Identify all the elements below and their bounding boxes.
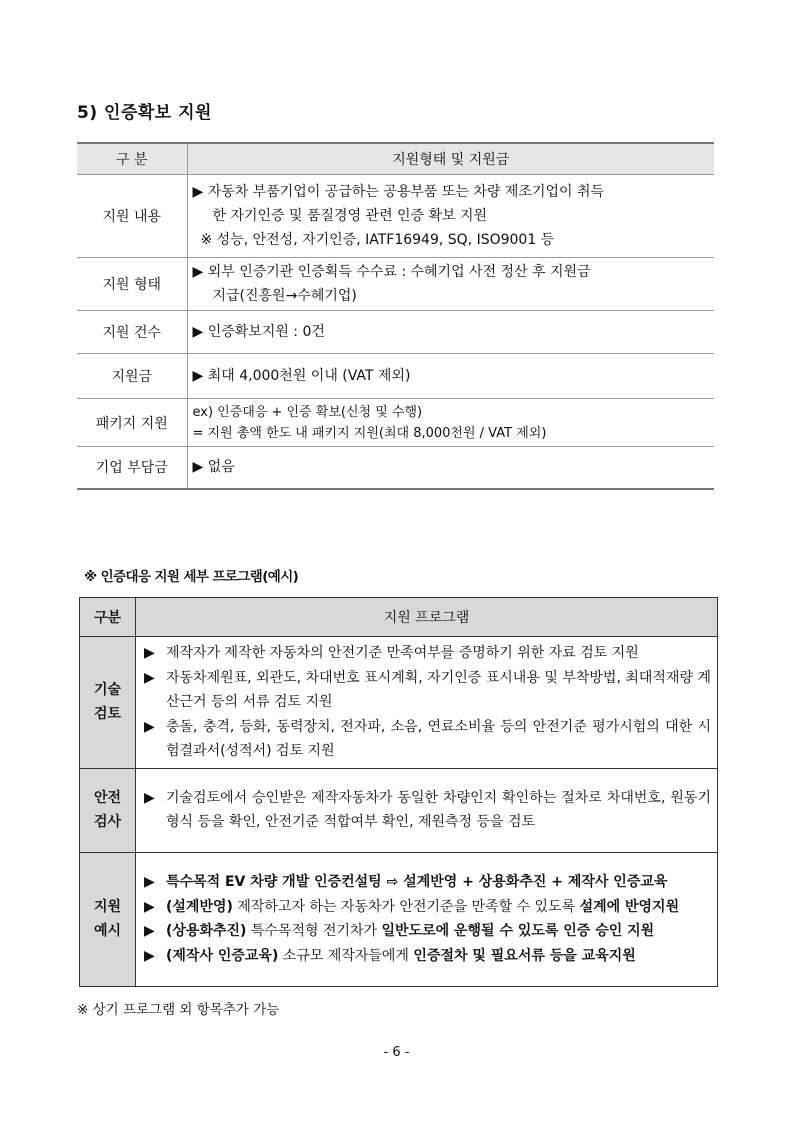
label-line: 예시: [93, 923, 122, 939]
item-emphasis: 일반도로에 운행될 수 있도록 인증 승인 지원: [381, 923, 655, 939]
list-item: [144, 919, 711, 944]
item-emphasis: 설계에 반영지원: [579, 898, 680, 915]
bullet-icon: ▶: [144, 718, 155, 735]
content-line: ex) 인증대응 + 인증 확보(신청 및 수행): [192, 404, 423, 420]
list-item-text: 기술검토에서 승인받은 제작자동차가 동일한 차량인지 확인하는 절차로 차대번호, 원동기형식 등을 확인, 안전기준 적합여부 확인, 제원측정 등을 검토: [166, 789, 711, 830]
row-label-safety-inspection: [80, 768, 136, 852]
bullet-icon: ▶: [144, 947, 155, 964]
item-emphasis: 인증절차 및 필요서류 등을 교육지원: [413, 947, 636, 964]
bullet-icon: ▶: [144, 874, 155, 890]
content-line: = 지원 총액 한도 내 패키지 지원(최대 8,000천원 / VAT 제외): [192, 425, 547, 441]
table-row: [80, 852, 718, 986]
item-heading: (상용화추진): [166, 923, 247, 939]
row-label-burden: 기업 부담금: [77, 447, 187, 489]
content-line: 지급(진흥원→수혜기업): [212, 288, 357, 304]
content-note: ※ 성능, 안전성, 자기인증, IATF16949, SQ, ISO9001 등: [200, 232, 555, 248]
label-line: 검사: [93, 814, 122, 830]
row-content-tech-review: [136, 637, 718, 769]
list-item: [144, 944, 711, 969]
bullet-icon: ▶: [144, 789, 155, 806]
row-content-burden: ▶ 없음: [187, 447, 714, 489]
row-content-safety-inspection: [136, 768, 718, 852]
table-row: [77, 311, 714, 354]
list-item-text: 자동차제원표, 외관도, 차대번호 표시계획, 자기인증 표시내용 및 부착방법, 최대적재량 계산근거 등의 서류 검토 지원: [166, 669, 711, 710]
row-content-content: [187, 175, 714, 258]
row-label-count: 지원 건수: [77, 311, 187, 354]
row-label-content: 지원 내용: [77, 175, 187, 258]
list-item-text: 특수목적 EV 차량 개발 인증컨설팅 ⇨ 설계반영 + 상용화추진 + 제작사 인증교육: [166, 874, 668, 890]
bullet-icon: ▶: [144, 898, 155, 915]
section-title: 5) 인증확보 지원: [77, 103, 212, 123]
row-content-package: [187, 399, 714, 447]
list-item: [144, 895, 711, 920]
header-program: 지원 프로그램: [136, 598, 718, 637]
label-line: 검토: [93, 706, 122, 723]
content-line: ▶ 외부 인증기관 인증획득 수수료 : 수혜기업 사전 정산 후 지원금: [192, 264, 591, 280]
item-body: 제작하고자 하는 자동차가 안전기준을 만족할 수 있도록: [232, 898, 580, 915]
list-item: [144, 641, 711, 666]
row-label-amount: 지원금: [77, 354, 187, 399]
list-item-text: 제작자가 제작한 자동차의 안전기준 만족여부를 증명하기 위한 자료 검토 지원: [166, 645, 639, 661]
list-item-text: [166, 895, 711, 920]
header-category: 구 분: [77, 143, 187, 175]
content-line: 한 자기인증 및 품질경영 관련 인증 확보 지원: [212, 208, 488, 224]
list-item: [144, 715, 711, 764]
table-row: [77, 399, 714, 447]
list-item: [144, 666, 711, 715]
footnote: ※ 상기 프로그램 외 항목추가 가능: [77, 1002, 280, 1018]
list-item-text: [166, 944, 711, 969]
table-row: [77, 258, 714, 311]
table-row: [77, 447, 714, 489]
sub-title: ※ 인증대응 지원 세부 프로그램(예시): [84, 569, 299, 585]
row-label-tech-review: [80, 637, 136, 769]
table-header-row: [77, 143, 714, 175]
table-row: [80, 768, 718, 852]
item-heading: (제작사 인증교육): [166, 947, 279, 964]
row-content-form: [187, 258, 714, 311]
row-content-amount: ▶ 최대 4,000천원 이내 (VAT 제외): [187, 354, 714, 399]
label-line: 기술: [93, 682, 122, 699]
bullet-icon: ▶: [144, 645, 155, 661]
item-body: 특수목적형 전기차가: [246, 923, 382, 939]
table-row: [77, 354, 714, 399]
row-label-package: 패키지 지원: [77, 399, 187, 447]
bullet-icon: ▶: [144, 923, 155, 939]
item-body: 소규모 제작자들에게: [278, 947, 414, 964]
header-category: 구분: [80, 598, 136, 637]
list-item: [144, 870, 711, 895]
list-item-text: 충돌, 충격, 등화, 동력장치, 전자파, 소음, 연료소비율 등의 안전기준 평가시험의 대한 시험결과서(성적서) 검토 지원: [166, 718, 711, 759]
row-content-count: ▶ 인증확보지원 : 0건: [187, 311, 714, 354]
row-content-support-example: [136, 852, 718, 986]
row-label-form: 지원 형태: [77, 258, 187, 311]
table-header-row: [80, 598, 718, 637]
header-support-form: 지원형태 및 지원금: [187, 143, 714, 175]
row-label-support-example: [80, 852, 136, 986]
support-form-table: [77, 142, 714, 490]
content-line: ▶ 자동차 부품기업이 공급하는 공용부품 또는 차량 제조기업이 취득: [192, 184, 605, 200]
item-heading: (설계반영): [166, 898, 233, 915]
table-row: [77, 175, 714, 258]
page-number: - 6 -: [383, 1045, 410, 1060]
label-line: 지원: [93, 899, 122, 915]
list-item-text: [166, 919, 711, 944]
list-item: [144, 786, 711, 835]
bullet-icon: ▶: [144, 669, 155, 686]
table-row: [80, 637, 718, 769]
label-line: 안전: [93, 790, 122, 806]
program-table: [79, 597, 718, 987]
